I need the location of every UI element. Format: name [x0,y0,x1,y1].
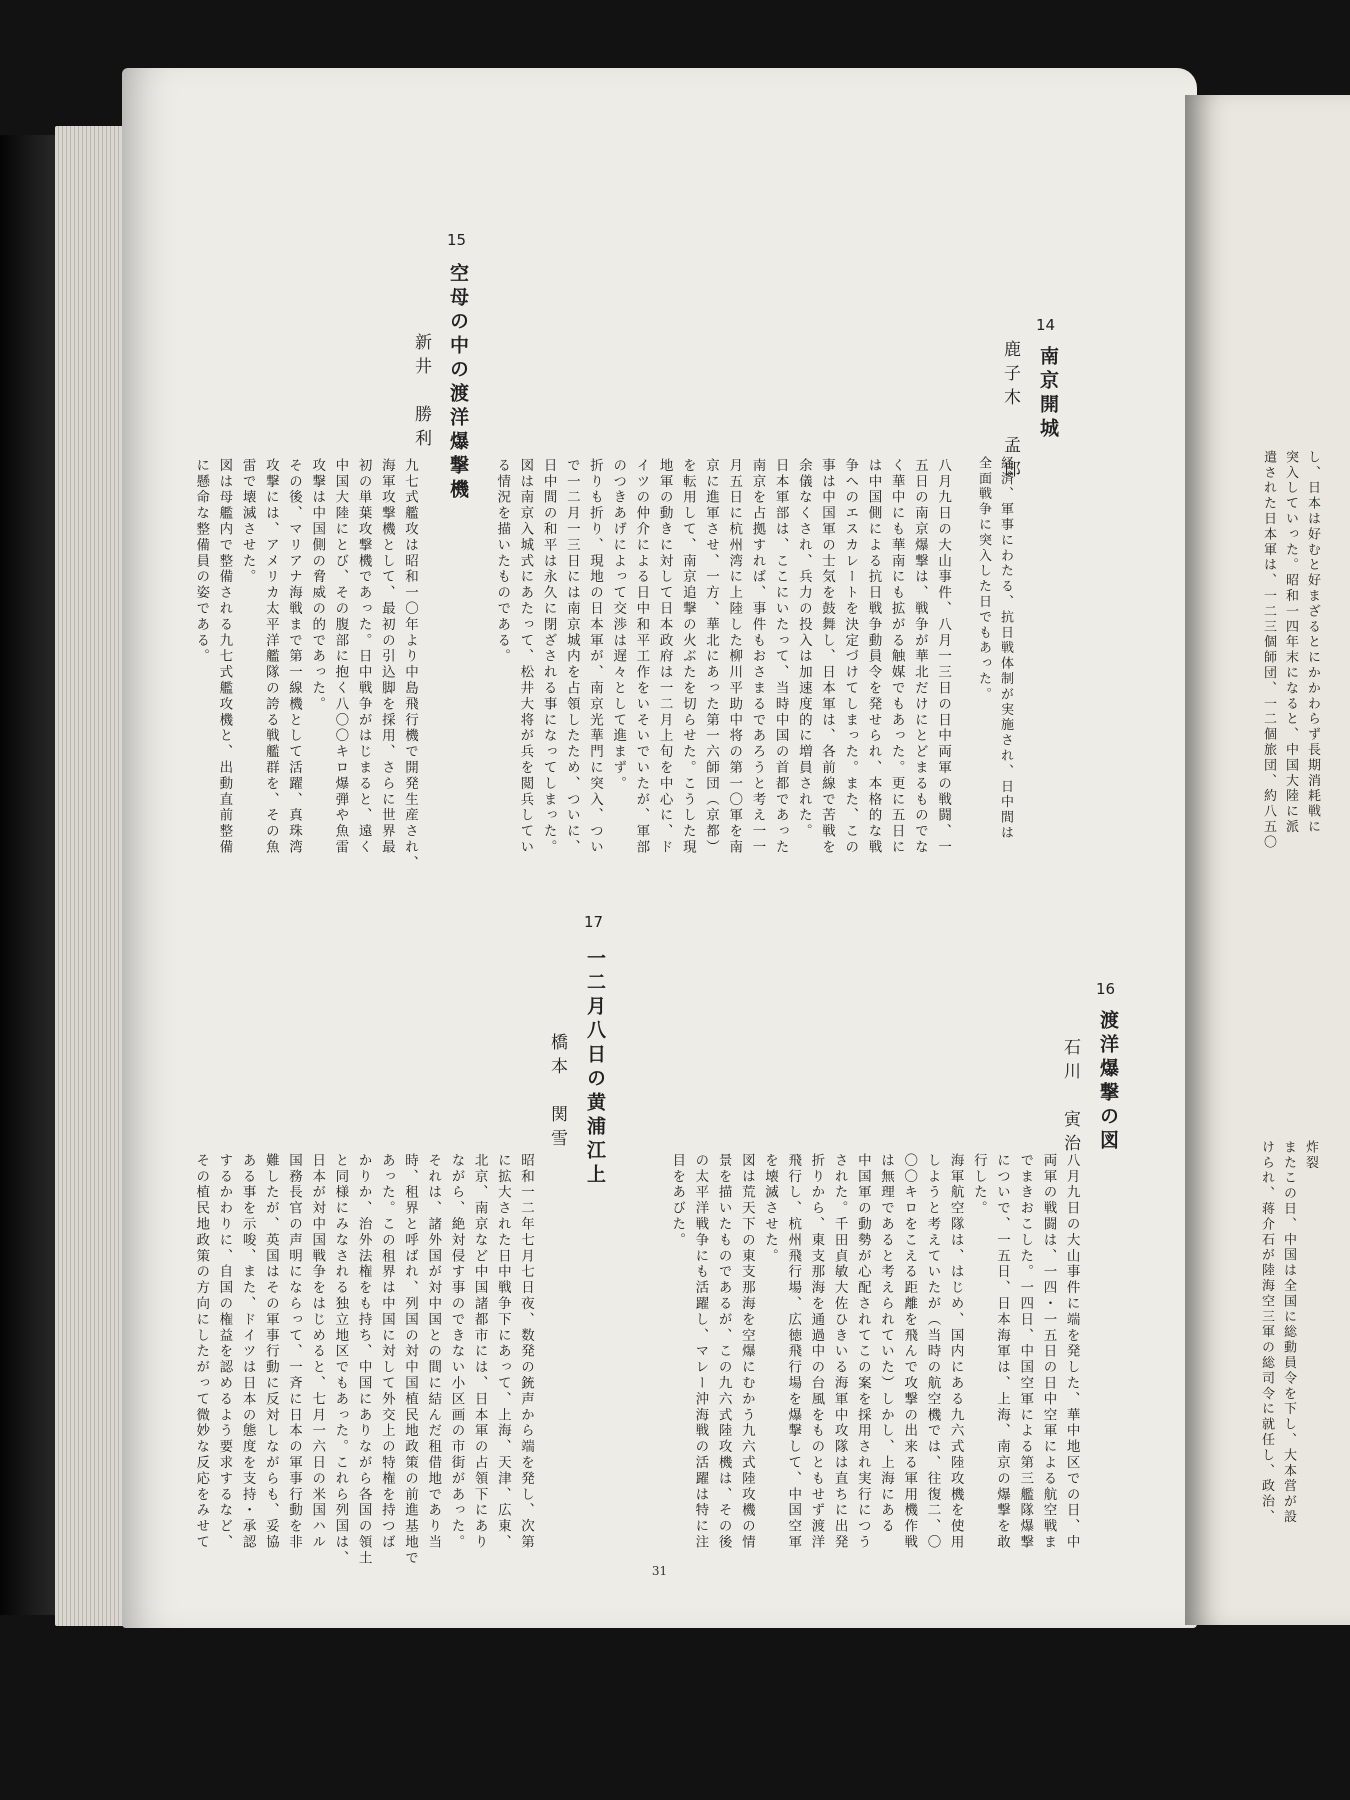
body-line: それは、諸外国が対中国との間に結んだ租借地であり当 [425,1153,442,1551]
body-line: 飛行し、杭州飛行場、広徳飛行場を爆撃して、中国空軍 [785,1153,802,1551]
body-line: 日本が対中国戦争をはじめると、七月一六日の米国ハル [309,1153,326,1551]
body-line: 余儀なくされ、兵力の投入は加速度的に増員された。 [795,458,812,840]
body-line: 争へのエスカレートを決定づけてしまった。また、この [842,458,859,856]
body-line: 両軍の戦闘は、一四・一五日の日中空軍による航空戦ま [1040,1153,1057,1551]
body-line: 行した。 [970,1153,987,1217]
body-line: またこの日、中国は全国に総動員令を下し、大本営が設 [1281,1140,1296,1525]
body-line: 八月九日の大山事件に端を発した、華中地区での日、中 [1063,1153,1080,1551]
section-17-author: 橋本 関雪 [547,1033,567,1153]
body-line: しようと考えていたが（当時の航空機では、往復二、〇 [924,1153,941,1551]
body-line: 八月九日の大山事件、八月一三日の日中両軍の戦闘、一 [935,458,952,856]
body-line: 遣された日本軍は、一二三個師団、一二個旅団、約八五〇 [1261,450,1276,851]
body-line: についで、一五日、日本海軍は、上海、南京の爆撃を敢 [994,1153,1011,1551]
body-line: を転用して、南京追撃の火ぶたを切らせた。こうした現 [679,458,696,856]
body-line: 五日の南京爆撃は、戦争が華北だけにとどまるものでな [911,458,928,856]
body-line: でまきおこした。一四日、中国空軍による第三艦隊爆撃 [1017,1153,1034,1551]
body-line: 事は中国軍の士気を鼓舞し、日本軍は、各前線で苦戦を [819,458,836,856]
body-line: 海軍攻撃機として、最初の引込脚を採用、さらに世界最 [378,458,395,856]
body-line: 中国大陸にとび、その腹部に抱く八〇〇キロ爆弾や魚雷 [332,458,349,856]
body-line: 昭和一二年七月七日夜、数発の銃声から端を発し、次第 [518,1153,535,1551]
body-line: は無理であると考えられていた）しかし、上海にある [878,1153,895,1535]
body-line: ながら、絶対侵す事のできない小区画の市街があった。 [448,1153,465,1551]
body-line: し、日本は好むと好まざるとにかかわらず長期消耗戦に [1305,450,1320,835]
right-page [1185,95,1350,1625]
section-14-title: 南京開城 [1037,346,1059,442]
body-line: 北京、南京など中国諸都市には、日本軍の占領下にあり [471,1153,488,1551]
body-line: 国務長官の声明にならって、一斉に日本の軍事行動を非 [286,1153,303,1551]
body-line: の太平洋戦争にも活躍し、マレー沖海戦の活躍は特に注 [692,1153,709,1551]
continuation-line: 全面戦争に突入した日でもあった。 [976,456,991,703]
body-line: に懸命な整備員の姿である。 [193,458,210,665]
top-continuation [972,456,1016,841]
section-15-body [189,458,421,871]
section-17-number: 17 [584,913,604,931]
body-line: 〇〇キロをこえる距離を飛んで攻撃の出来る軍用機作戦 [901,1153,918,1551]
section-15-number: 15 [447,231,467,249]
body-line: その後、マリアナ海戦まで第一線機として活躍、真珠湾 [286,458,303,856]
body-line: 京に進軍させ、一方、華北にあった第一六師団（京都） [703,458,720,856]
right-page-bottom-text [1255,1140,1321,1525]
body-line: けられ、蒋介石が陸海空三軍の総司令に就任し、政治、 [1259,1140,1274,1525]
body-line: 九七式艦攻は昭和一〇年より中島飛行機で開発生産され、 [402,458,419,872]
section-17-body [189,1153,537,1566]
body-line: あった。この租界は中国に対して外交上の特権を持つば [378,1153,395,1551]
section-14-number: 14 [1036,316,1056,334]
body-line: 日中間の和平は永久に閉ざされる事になってしまった。 [540,458,557,856]
section-14-author: 鹿子木 孟郎 [1000,340,1020,484]
body-line: 景を描いたものであるが、この九六式陸攻機は、その後 [715,1153,732,1551]
section-16-number: 16 [1096,980,1116,998]
page-number: 31 [651,1564,668,1578]
body-line: に拡大された日中戦争下にあって、上海、天津、広東、 [494,1153,511,1551]
body-line: 難したが、英国はその軍事行動に反対しながらも、妥協 [262,1153,279,1551]
section-15-author: 新井 勝利 [411,333,431,453]
body-line: するかわりに、自国の権益を認めるよう要求するなど、 [216,1153,233,1551]
body-line: 初の単葉攻撃機であった。日中戦争がはじまると、遠く [355,458,372,856]
body-line: 日本軍部は、ここにいたって、当時中国の首都であった [772,458,789,856]
body-line: 突入していった。昭和一四年末になると、中国大陸に派 [1283,450,1298,835]
body-line: 時、租界と呼ばれ、列国の対中国植民地政策の前進基地で [402,1153,419,1567]
body-line: かりか、治外法権をも持ち、中国にありながら各国の領土 [355,1153,372,1567]
body-line: のつきあげによって交渉は遅々として進まず。 [610,458,627,792]
body-line: その植民地政策の方向にしたがって微妙な反応をみせて [193,1153,210,1551]
body-line: く華中にも華南にも拡がる触媒でもあった。更に五日に [888,458,905,856]
body-line: 南京を占拠すれば、事件もおさまるであろうと考え一一 [749,458,766,856]
body-line: された。千田貞敏大佐ひきいる海軍中攻隊は直ちに出発 [831,1153,848,1551]
body-line: 攻撃には、アメリカ太平洋艦隊の誇る戦艦群を、その魚 [262,458,279,856]
body-line: 折りも折り、現地の日本軍が、南京光華門に突入、つい [587,458,604,856]
body-line: を壊滅させた。 [762,1153,779,1265]
section-17-title: 一二月八日の黄浦江上 [584,948,606,1188]
body-line: 図は母艦内で整備される九七式艦攻機と、出動直前整備 [216,458,233,856]
body-line: 地軍の動きに対して日本政府は一二月上旬を中心に、ド [656,458,673,856]
section-16-body [665,1153,1083,1551]
section-15-title: 空母の中の渡洋爆撃機 [447,263,469,503]
right-page-top-text [1257,450,1323,850]
body-line: 雷で壊滅させた。 [239,458,256,586]
continuation-line: 経済、軍事にわたる、抗日戦体制が実施され、日中間は [998,456,1013,841]
body-line: 図は荒天下の東支那海を空爆にむかう九六式陸攻機の情 [738,1153,755,1551]
left-page [122,68,1197,1628]
body-line: ある事を示唆、また、ドイツは日本の態度を支持・承認 [239,1153,256,1551]
book-cover-edge [0,135,60,1615]
body-line: 炸裂 [1303,1140,1318,1171]
body-line: 中国軍の動勢が心配されてこの案を採用され実行につう [854,1153,871,1551]
body-line: 攻撃は中国側の脅威の的であった。 [309,458,326,713]
body-line: イツの仲介による日中和平工作をいそいでいたが、軍部 [633,458,650,856]
section-16-title: 渡洋爆撃の図 [1097,1010,1119,1154]
body-line: は中国側による抗日戦争動員令を発せられ、本格的な戦 [865,458,882,856]
section-14-body [490,458,954,856]
body-line: 月五日に杭州湾に上陸した柳川平助中将の第一〇軍を南 [726,458,743,856]
body-line: 折りから、東支那海を通過中の台風をものともせず渡洋 [808,1153,825,1551]
body-line: 目をあびた。 [669,1153,686,1249]
body-line: る情況を描いたものである。 [494,458,511,665]
body-line: 図は南京入城式にあたって、松井大将が兵を閲兵してい [517,458,534,856]
body-line: と同様にみなされる独立地区でもあった。これら列国は、 [332,1153,349,1567]
body-line: で一二月一三日には南京城内を占領したため、ついに、 [563,458,580,856]
section-16-author: 石川 寅治 [1060,1038,1080,1158]
body-line: 海軍航空隊は、はじめ、国内にある九六式陸攻機を使用 [947,1153,964,1551]
